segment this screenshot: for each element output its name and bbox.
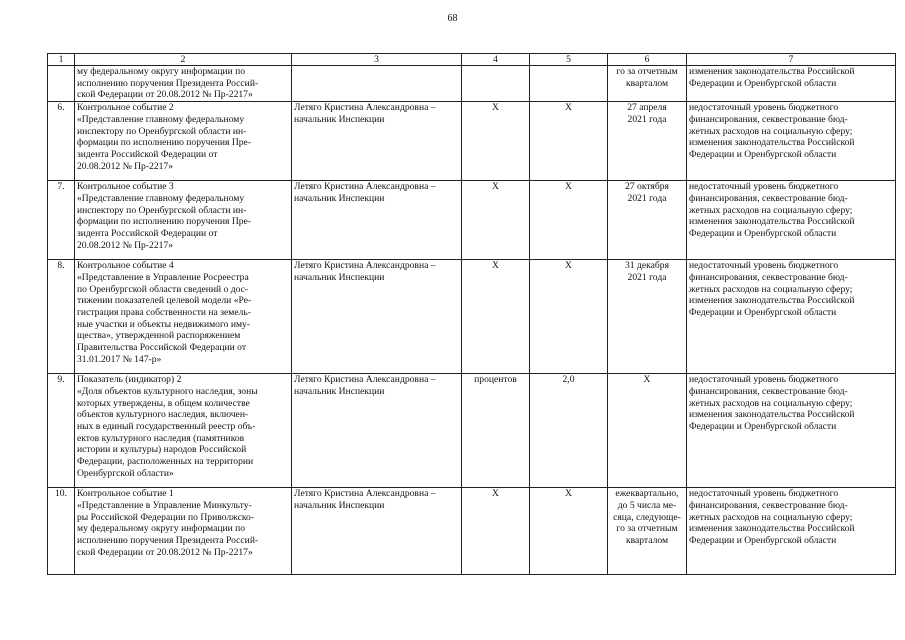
deadline: ежеквартально, до 5 числа ме- сяца, следующе- го за отчетным кварталом xyxy=(608,488,687,575)
unit: процентов xyxy=(462,374,530,488)
table-row xyxy=(48,374,896,488)
unit: Х xyxy=(462,488,530,575)
row-number: 7. xyxy=(48,181,75,260)
row-number xyxy=(48,66,75,102)
deadline: 27 апреля 2021 года xyxy=(608,102,687,181)
unit: Х xyxy=(462,181,530,260)
column-number: 2 xyxy=(75,54,292,66)
unit xyxy=(462,66,530,102)
responsible-person: Летяго Кристина Александровна – начальник Инспекции xyxy=(292,374,462,488)
column-number: 4 xyxy=(462,54,530,66)
risks: недостаточный уровень бюджетного финансирования, секвестрование бюд- жетных расходов на социальную сферу; изменения законодательства Российской Федерации и Оренбургской области xyxy=(687,102,896,181)
event-description: му федеральному округу информации по исполнению поручения Президента Россий- ской Федерации от 20.08.2012 № Пр-2217» xyxy=(75,66,292,102)
column-number-row xyxy=(48,54,896,66)
plan-table xyxy=(47,53,896,575)
unit: Х xyxy=(462,260,530,374)
deadline: 27 октября 2021 года xyxy=(608,181,687,260)
deadline: го за отчетным кварталом xyxy=(608,66,687,102)
risks: недостаточный уровень бюджетного финансирования, секвестрование бюд- жетных расходов на социальную сферу; изменения законодательства Российской Федерации и Оренбургской области xyxy=(687,488,896,575)
event-description: Контрольное событие 3 «Представление главному федеральному инспектору по Оренбургской области ин- формации по исполнению поручения Пре- зидента Российской Федерации от 20.08.2012 № Пр-2217» xyxy=(75,181,292,260)
risks: недостаточный уровень бюджетного финансирования, секвестрование бюд- жетных расходов на социальную сферу; изменения законодательства Российской Федерации и Оренбургской области xyxy=(687,260,896,374)
risks: изменения законодательства Российской Федерации и Оренбургской области xyxy=(687,66,896,102)
table-row xyxy=(48,488,896,575)
table-row xyxy=(48,260,896,374)
column-number: 6 xyxy=(608,54,687,66)
event-description: Показатель (индикатор) 2 «Доля объектов культурного наследия, зоны которых утверждены, в общем количестве объектов культурного наследия, включен- ных в единый государственный реестр объ- ектов культурного наследия (памятников истории и культуры) народов Российской Федерации, расположенных на территории Оренбургской области» xyxy=(75,374,292,488)
target-value: Х xyxy=(530,488,608,575)
table-row xyxy=(48,102,896,181)
column-number: 7 xyxy=(687,54,896,66)
target-value: Х xyxy=(530,102,608,181)
unit: Х xyxy=(462,102,530,181)
table-row xyxy=(48,66,896,102)
event-description: Контрольное событие 4 «Представление в Управление Росреестра по Оренбургской области сведений о дос- тижении показателей целевой модели «Ре- гистрация права собственности на земель- ные участки и объекты недвижимого иму- щества», утвержденной распоряжением Правительства Российской Федерации от 31.01.2017 № 147-р» xyxy=(75,260,292,374)
target-value: 2,0 xyxy=(530,374,608,488)
row-number: 8. xyxy=(48,260,75,374)
target-value: Х xyxy=(530,260,608,374)
column-number: 3 xyxy=(292,54,462,66)
risks: недостаточный уровень бюджетного финансирования, секвестрование бюд- жетных расходов на социальную сферу; изменения законодательства Российской Федерации и Оренбургской области xyxy=(687,181,896,260)
column-number: 5 xyxy=(530,54,608,66)
responsible-person: Летяго Кристина Александровна – начальник Инспекции xyxy=(292,102,462,181)
deadline: 31 декабря 2021 года xyxy=(608,260,687,374)
event-description: Контрольное событие 1 «Представление в Управление Минкульту- ры Российской Федерации по Приволжско- му федеральному округу информации по исполнению поручения Президента Россий- ской Федерации от 20.08.2012 № Пр-2217» xyxy=(75,488,292,575)
target-value: Х xyxy=(530,181,608,260)
risks: недостаточный уровень бюджетного финансирования, секвестрование бюд- жетных расходов на социальную сферу; изменения законодательства Российской Федерации и Оренбургской области xyxy=(687,374,896,488)
row-number: 6. xyxy=(48,102,75,181)
row-number: 10. xyxy=(48,488,75,575)
responsible-person: Летяго Кристина Александровна – начальник Инспекции xyxy=(292,488,462,575)
responsible-person: Летяго Кристина Александровна – начальник Инспекции xyxy=(292,181,462,260)
deadline: Х xyxy=(608,374,687,488)
event-description: Контрольное событие 2 «Представление главному федеральному инспектору по Оренбургской области ин- формации по исполнению поручения Пре- зидента Российской Федерации от 20.08.2012 № Пр-2217» xyxy=(75,102,292,181)
column-number: 1 xyxy=(48,54,75,66)
target-value xyxy=(530,66,608,102)
responsible-person xyxy=(292,66,462,102)
table-row xyxy=(48,181,896,260)
responsible-person: Летяго Кристина Александровна – начальник Инспекции xyxy=(292,260,462,374)
row-number: 9. xyxy=(48,374,75,488)
page-number: 68 xyxy=(447,13,458,24)
